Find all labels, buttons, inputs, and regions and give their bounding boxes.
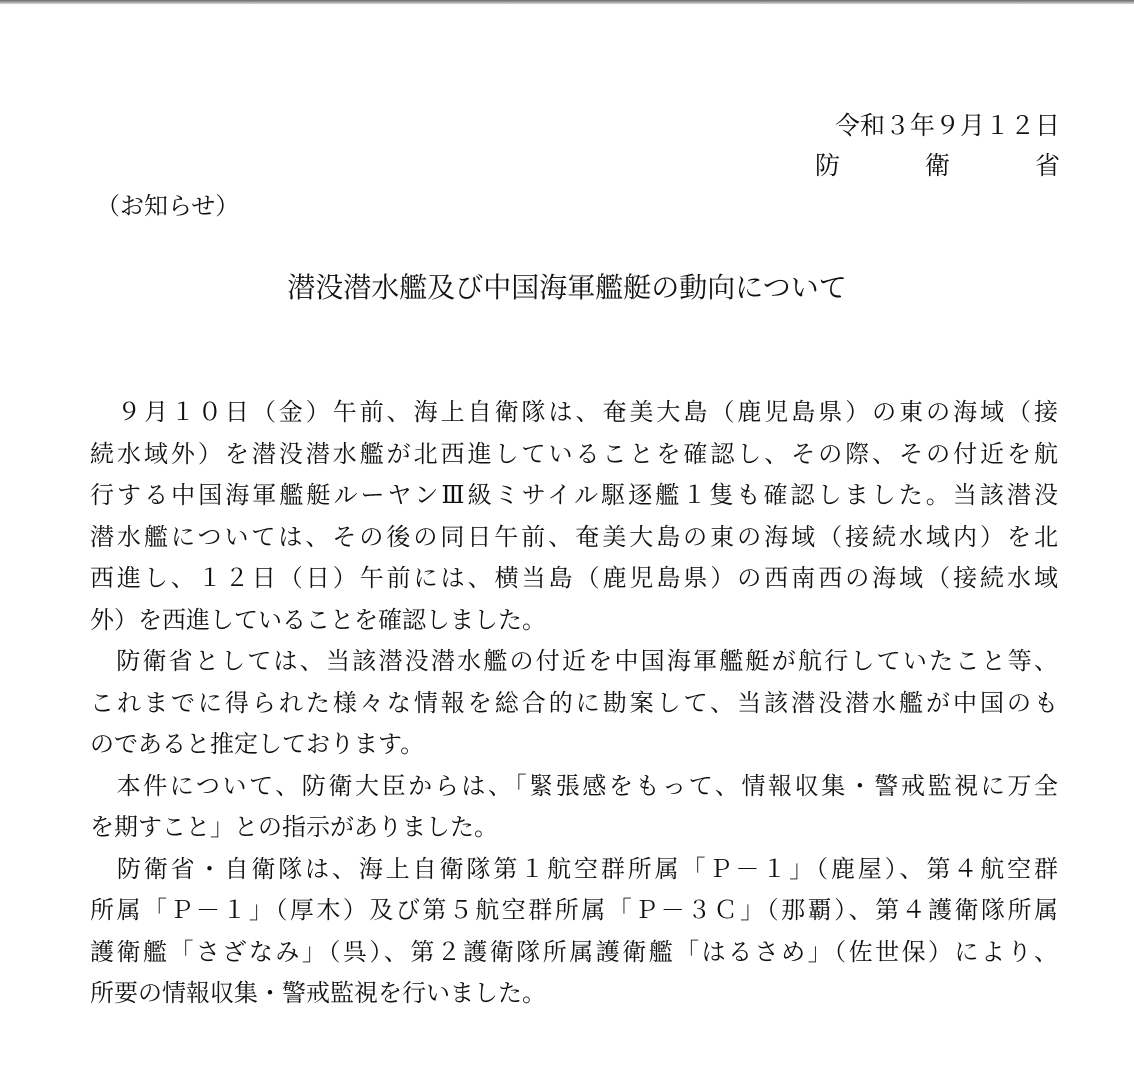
body-line: を期すこと」との指示がありました。	[90, 813, 498, 841]
header-block	[815, 106, 1060, 186]
issue-date: 令和３年９月１２日	[834, 111, 1060, 140]
body-line: 潜水艦については、その後の同日午前、奄美大島の東の海域（接続水域内）を北	[90, 522, 1058, 551]
body-line: 所要の情報収集・警戒監視を行いました。	[90, 979, 546, 1007]
notice-label: （お知らせ）	[96, 192, 240, 220]
body-line: これまでに得られた様々な情報を総合的に勘案して、当該潜没潜水艦が中国のも	[90, 688, 1058, 717]
body-line: 本件について、防衛大臣からは、「緊張感をもって、情報収集・警戒監視に万全	[90, 771, 1058, 800]
issuing-ministry: 防 衛 省	[815, 151, 1060, 180]
body-line: 外）を西進していることを確認しました。	[90, 605, 546, 634]
document-title: 潜没潜水艦及び中国海軍艦艇の動向について	[287, 271, 847, 304]
body-text	[90, 392, 1058, 1015]
body-line: 続水域外）を潜没潜水艦が北西進していることを確認し、その際、その付近を航	[90, 439, 1058, 468]
body-line: のであると推定しております。	[90, 730, 425, 758]
body-line: ９月１０日（金）午前、海上自衛隊は、奄美大島（鹿児島県）の東の海域（接	[90, 398, 1058, 426]
body-line: 防衛省・自衛隊は、海上自衛隊第１航空群所属「Ｐ－１」（鹿屋）、第４航空群	[90, 854, 1058, 883]
body-line: 西進し、１２日（日）午前には、横当島（鹿児島県）の西南西の海域（接続水域	[90, 564, 1058, 592]
body-line: 防衛省としては、当該潜没潜水艦の付近を中国海軍艦艇が航行していたこと等、	[90, 647, 1058, 675]
body-line: 所属「Ｐ－１」（厚木）及び第５航空群所属「Ｐ－３Ｃ」（那覇）、第４護衛隊所属	[90, 896, 1058, 924]
body-line: 護衛艦「さざなみ」（呉）、第２護衛隊所属護衛艦「はるさめ」（佐世保）により、	[90, 937, 1058, 966]
body-line: 行する中国海軍艦艇ルーヤンⅢ級ミサイル駆逐艦１隻も確認しました。当該潜没	[90, 481, 1058, 509]
